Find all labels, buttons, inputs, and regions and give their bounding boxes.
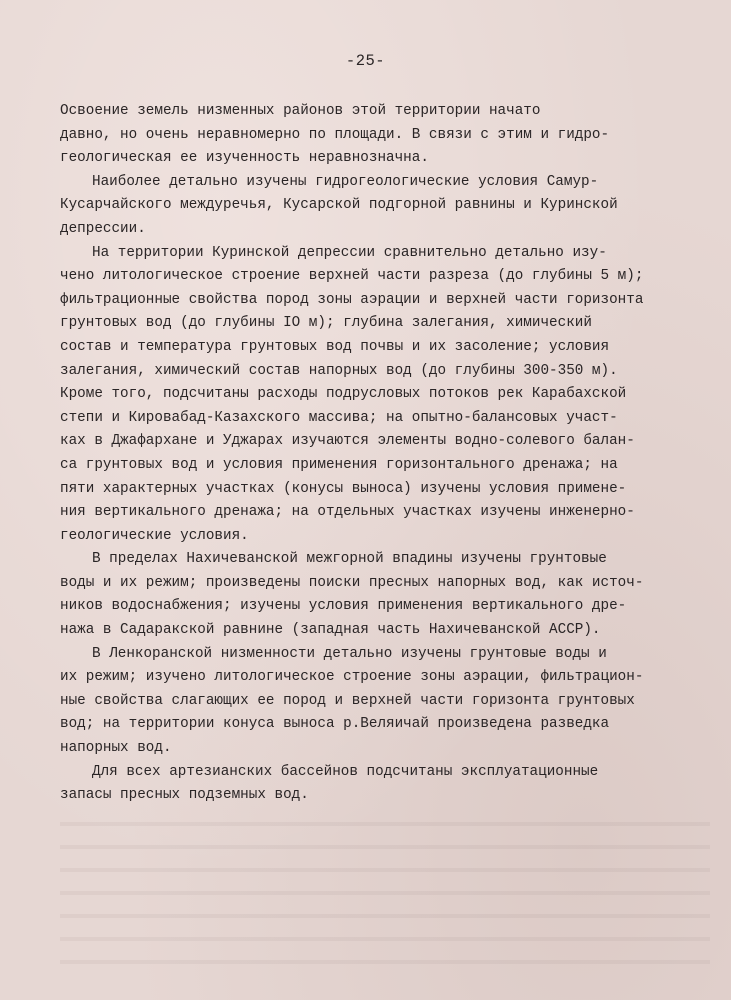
body-text xyxy=(60,100,710,808)
text-line: давно, но очень неравномерно по площади. В связи с этим и гидро- xyxy=(60,126,610,143)
text-line: пяти характерных участках (конусы выноса) изучены условия примене- xyxy=(60,480,627,497)
text-line: депрессии. xyxy=(60,220,146,237)
text-line: грунтовых вод (до глубины IO м); глубина залегания, химический xyxy=(60,315,592,332)
text-line: На территории Куринской депрессии сравнительно детально изу- xyxy=(92,244,607,261)
text-line: нажа в Садаракской равнине (западная часть Нахичеванской АССР). xyxy=(60,622,601,639)
text-line: ния вертикального дренажа; на отдельных участках изучены инженерно- xyxy=(60,504,635,521)
page-number: -25- xyxy=(345,52,386,70)
text-line: са грунтовых вод и условия применения горизонтального дренажа; на xyxy=(60,456,618,473)
text-line: Для всех артезианских бассейнов подсчитаны эксплуатационные xyxy=(92,763,599,780)
text-line: залегания, химический состав напорных вод (до глубины 300-350 м). xyxy=(60,362,618,379)
text-line: их режим; изучено литологическое строение зоны аэрации, фильтрацион- xyxy=(60,669,644,686)
bleed-through-text xyxy=(60,812,710,982)
text-line: состав и температура грунтовых вод почвы и их засоление; условия xyxy=(60,338,610,355)
text-line: степи и Кировабад-Казахского массива; на опытно-балансовых участ- xyxy=(60,409,618,426)
text-line: ников водоснабжения; изучены условия применения вертикального дре- xyxy=(60,598,627,615)
text-line: Кусарчайского междуречья, Кусарской подгорной равнины и Куринской xyxy=(60,197,618,214)
text-line: напорных вод. xyxy=(60,740,172,757)
text-line: фильтрационные свойства пород зоны аэрации и верхней части горизонта xyxy=(60,291,644,308)
text-line: Освоение земель низменных районов этой территории начато xyxy=(60,103,541,119)
text-line: В пределах Нахичеванской межгорной впадины изучены грунтовые xyxy=(92,551,607,568)
text-line: Наиболее детально изучены гидрогеологические условия Самур- xyxy=(92,173,599,190)
text-line: ках в Джафархане и Уджарах изучаются элементы водно-солевого балан- xyxy=(60,433,635,450)
text-line: запасы пресных подземных вод. xyxy=(60,787,309,804)
text-line: геологическая ее изученность неравнозначна. xyxy=(60,150,429,167)
text-line: В Ленкоранской низменности детально изучены грунтовые воды и xyxy=(92,645,607,662)
text-line: чено литологическое строение верхней части разреза (до глубины 5 м); xyxy=(60,268,644,285)
text-line: ные свойства слагающих ее пород и верхней части горизонта грунтовых xyxy=(60,692,635,709)
text-line: вод; на территории конуса выноса р.Веляичай произведена разведка xyxy=(60,716,610,733)
text-line: Кроме того, подсчитаны расходы подрусловых потоков рек Карабахской xyxy=(60,386,627,403)
text-line: воды и их режим; произведены поиски пресных напорных вод, как источ- xyxy=(60,574,644,591)
text-line: геологические условия. xyxy=(60,527,249,544)
